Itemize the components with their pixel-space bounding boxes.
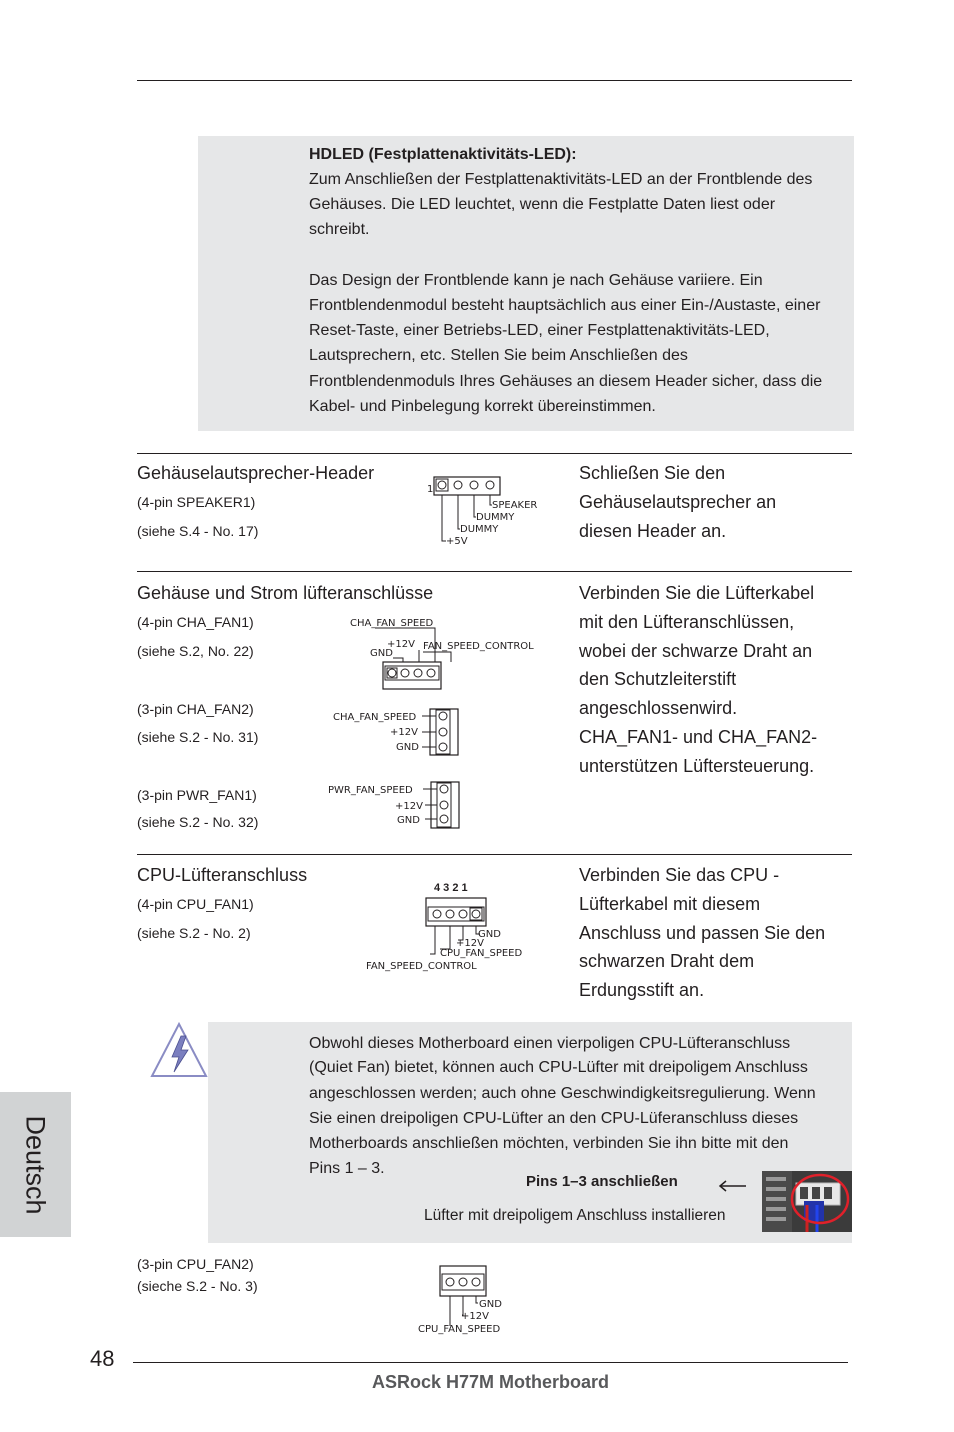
- hdled-title: HDLED (Festplattenaktivitäts-LED):: [309, 146, 577, 163]
- fan-speed-control-label: FAN_SPEED_CONTROL: [366, 961, 477, 972]
- cpu-fan1-pin: (4-pin CPU_FAN1): [137, 896, 254, 912]
- arrow-left-icon: [716, 1178, 750, 1194]
- cpu-fan-desc-line: Anschluss und passen Sie den: [579, 923, 826, 943]
- cpu-fan2-diagram: [414, 1262, 524, 1337]
- chassis-fan-desc-line: unterstützen Lüftersteuerung.: [579, 756, 815, 776]
- cpu-fan2-pin: (3-pin CPU_FAN2): [137, 1256, 254, 1272]
- speaker-title: Gehäuselautsprecher-Header: [137, 463, 375, 483]
- chassis-fan-desc-line: Verbinden Sie die Lüfterkabel: [579, 583, 815, 603]
- section-rule: [137, 453, 852, 454]
- plus12v-label: +12V: [395, 801, 423, 812]
- cha-fan-speed-label: CHA_FAN_SPEED: [333, 712, 417, 723]
- speaker-desc-line: diesen Header an.: [579, 521, 727, 541]
- speaker-ref: (siehe S.4 - No. 17): [137, 523, 259, 539]
- plus12v-label: +12V: [387, 639, 415, 650]
- pwr-fan1-diagram: [325, 778, 470, 833]
- cpu-fan-desc-line: Erdungsstift an.: [579, 980, 705, 1000]
- install-label: Lüfter mit dreipoligem Anschluss installieren: [424, 1207, 726, 1224]
- gnd-label: GND: [479, 1299, 502, 1310]
- section-rule: [137, 571, 852, 572]
- pins-connect-label: Pins 1–3 anschließen: [526, 1173, 678, 1190]
- fan-speed-control-label: FAN_SPEED_CONTROL: [423, 641, 534, 652]
- note-line: (Quiet Fan) bietet, können auch CPU-Lüfter mit dreipoligem Anschluss: [309, 1059, 808, 1076]
- cpu-fan1-ref: (siehe S.2 - No. 2): [137, 925, 251, 941]
- section-rule: [137, 854, 852, 855]
- note-line: Motherboards anschließen möchten, verbinden Sie ihn bitte mit den: [309, 1135, 789, 1152]
- note-line: angeschlossen werden; auch ohne Geschwindigkeitsregulierung. Wenn: [309, 1085, 816, 1102]
- cpu-fan-desc-line: Lüfterkabel mit diesem: [579, 894, 761, 914]
- plus5v-pin-label: +5V: [446, 536, 468, 547]
- chassis-fan-desc-line: wobei der schwarze Draht an: [579, 641, 813, 661]
- plus12v-label: +12V: [461, 1311, 489, 1322]
- cpu-fan2-ref: (sieche S.2 - No. 3): [137, 1278, 258, 1294]
- note-line: Pins 1 – 3.: [309, 1160, 385, 1177]
- warning-icon: [148, 1020, 210, 1080]
- cpu-fan-speed-label: CPU_FAN_SPEED: [418, 1324, 501, 1335]
- language-tab-label: Deutsch: [20, 1115, 51, 1215]
- chassis-fan-title: Gehäuse und Strom lüfteranschlüsse: [137, 583, 434, 603]
- pwr-fan-speed-label: PWR_FAN_SPEED: [328, 785, 413, 796]
- cha-fan-speed-label: CHA_FAN_SPEED: [350, 618, 434, 629]
- hdled-line: schreibt.: [309, 221, 370, 238]
- note-line: Sie einen dreipoligen CPU-Lüfter an den CPU-Lüferanschluss dieses: [309, 1110, 799, 1127]
- hdled-line: Frontblendenmodul besteht hauptsächlich aus einer Ein-/Austaste, einer: [309, 297, 821, 314]
- hdled-line: Kabel- und Pinbelegung korrekt übereinstimmen.: [309, 398, 656, 415]
- plus12v-label: +12V: [390, 727, 418, 738]
- hdled-line: Das Design der Frontblende kann je nach Gehäuse variiere. Ein: [309, 272, 763, 289]
- cha-fan2-ref: (siehe S.2 - No. 31): [137, 729, 259, 745]
- hdled-line: Lautsprechern, etc. Stellen Sie beim Anschließen des: [309, 347, 688, 364]
- footer-rule: [133, 1362, 848, 1363]
- speaker-pin: (4-pin SPEAKER1): [137, 494, 256, 510]
- cha-fan1-ref: (siehe S.2, No. 22): [137, 643, 254, 659]
- hdled-line: Reset-Taste, einer Betriebs-LED, einer Festplattenaktivitäts-LED,: [309, 322, 770, 339]
- plus12v-label: +12V: [456, 938, 484, 949]
- dummy-pin-label: DUMMY: [476, 512, 515, 523]
- speaker-pin-label: SPEAKER: [492, 500, 538, 511]
- fan-connector-photo: [762, 1171, 852, 1232]
- cpu-fan1-diagram: [362, 876, 532, 976]
- pwr-fan1-pin: (3-pin PWR_FAN1): [137, 787, 257, 803]
- cha-fan1-pin: (4-pin CHA_FAN1): [137, 614, 254, 630]
- top-rule: [137, 80, 852, 81]
- cpu-fan-title: CPU-Lüfteranschluss: [137, 865, 308, 885]
- hdled-line: Gehäuses. Die LED leuchtet, wenn die Festplatte Daten liest oder: [309, 196, 776, 213]
- hdled-line: Zum Anschließen der Festplattenaktivitäts-LED an der Frontblende des: [309, 171, 813, 188]
- gnd-label: GND: [478, 929, 501, 940]
- footer-title: ASRock H77M Motherboard: [372, 1372, 610, 1392]
- cpu-fan-desc-line: Verbinden Sie das CPU -: [579, 865, 780, 885]
- chassis-fan-desc-line: mit den Lüfteranschlüssen,: [579, 612, 795, 632]
- speaker-desc-line: Schließen Sie den: [579, 463, 726, 483]
- cpu-fan-desc-line: schwarzen Draht dem: [579, 951, 755, 971]
- speaker-desc-line: Gehäuselautsprecher an: [579, 492, 777, 512]
- page-number: 48: [90, 1346, 115, 1371]
- speaker-header-diagram: [420, 470, 550, 550]
- cha-fan2-pin: (3-pin CHA_FAN2): [137, 701, 254, 717]
- cpu-fan-speed-label: CPU_FAN_SPEED: [440, 948, 523, 959]
- hdled-line: Frontblendenmoduls Ihres Gehäuses an diesem Header sicher, dass die: [309, 373, 823, 390]
- cha-fan2-diagram: [330, 705, 470, 760]
- chassis-fan-desc-line: CHA_FAN1- und CHA_FAN2-: [579, 727, 818, 747]
- gnd-label: GND: [396, 742, 419, 753]
- cha-fan1-diagram: [345, 612, 555, 692]
- pwr-fan1-ref: (siehe S.2 - No. 32): [137, 814, 259, 830]
- gnd-label: GND: [370, 648, 393, 659]
- gnd-label: GND: [397, 815, 420, 826]
- note-line: Obwohl dieses Motherboard einen vierpoligen CPU-Lüfteranschluss: [309, 1035, 791, 1052]
- pin1-label: 1: [427, 484, 434, 495]
- chassis-fan-desc-line: den Schutzleiterstift: [579, 669, 737, 689]
- pin-numbers: 4 3 2 1: [434, 882, 468, 894]
- chassis-fan-desc-line: angeschlossenwird.: [579, 698, 738, 718]
- dummy-pin-label: DUMMY: [460, 524, 499, 535]
